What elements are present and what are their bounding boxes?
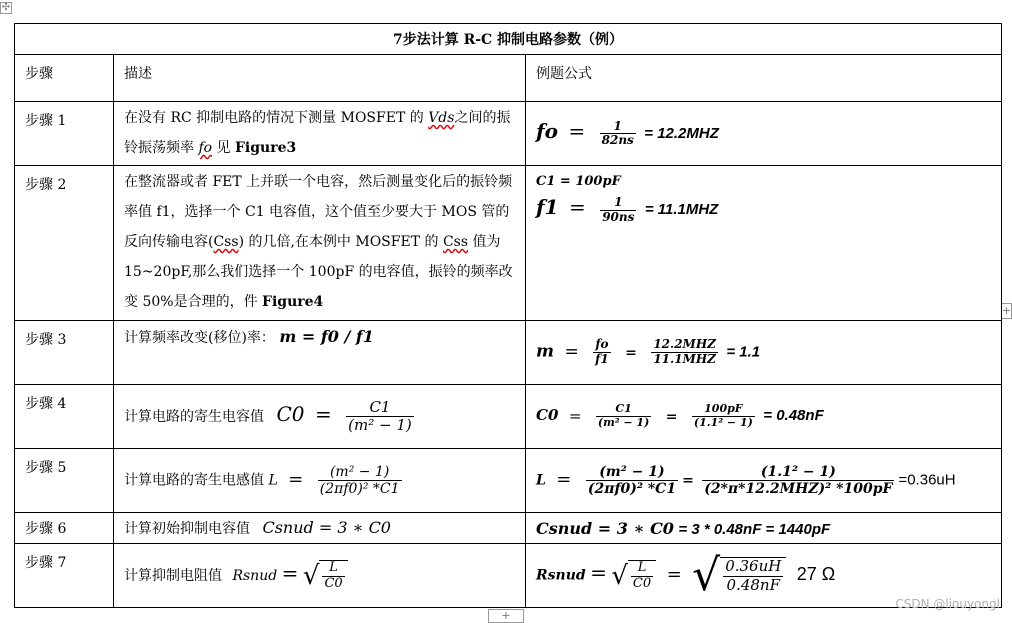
table-move-handle[interactable]: ✣ (1, 2, 11, 13)
step-description (114, 513, 526, 544)
fraction-numerator: L (322, 561, 344, 577)
step-label: 步骤 4 (15, 385, 114, 449)
fraction-denominator: 0.48nF (726, 575, 780, 594)
desc-formula: Csnud = 3 ∗ C0 (262, 518, 391, 537)
table-row (15, 385, 1002, 449)
add-row-handle[interactable]: + (1002, 304, 1012, 317)
table-row (15, 102, 1002, 166)
fraction-denominator: C0 (324, 575, 343, 591)
fraction-numerator: 100pF (692, 403, 755, 417)
formula-result: = 1.1 (726, 343, 761, 361)
desc-text: 值为 15~20pF,那么我们选择一个 100pF 的电容值，振铃的频率改变 50%是合理的，件 (124, 234, 513, 310)
table-row (15, 449, 1002, 513)
fraction-numerator: (1.1² − 1) (702, 464, 894, 481)
formula-lhs: Csnud = 3 ∗ C0 (536, 518, 674, 538)
fo-symbol: fo (198, 140, 213, 156)
table-row (15, 166, 1002, 321)
fraction-numerator: L (631, 561, 653, 577)
table-row (15, 513, 1002, 544)
fraction-denominator: f1 (595, 352, 609, 366)
fraction-denominator: C0 (632, 575, 652, 591)
step-label: 步骤 6 (15, 513, 114, 544)
fraction-numerator: 0.36uH (725, 557, 782, 576)
table-title: 7步法计算 R-C 抑制电路参数（例） (15, 24, 1002, 55)
fraction-denominator: 11.1MHZ (653, 352, 716, 366)
desc-formula-lhs: C0 (276, 401, 305, 426)
desc-formula-lhs: Rsnud (232, 567, 278, 584)
fraction-denominator: (2πf0)² *C1 (587, 481, 677, 497)
css-symbol: Css (213, 234, 239, 250)
desc-text: ) 的几倍,在本例中 MOSFET 的 (238, 234, 439, 250)
desc-formula: m = f0 / f1 (279, 327, 374, 346)
formula-cell: C0 = $\frac{C1}{\text{(m² − 1)}}$ = $\frac{100pF}{\text{(1.1² − 1)}}$ = 0.48nF (526, 385, 1002, 449)
table-row (15, 321, 1002, 385)
desc-text: 在整流器或者 FET 上并联一个电容，然后测量变化后的振铃频率值 f1，选择一个 C1 电容值，这个值至少要大于 MOS 管的反向传输电容( (124, 174, 513, 250)
step-description (114, 166, 526, 321)
formula-cell: m = $\frac{fo}{f1}$ = $\frac{\text{12.2MHZ}}{\text{11.1MHZ}}$ = 1.1 (526, 321, 1002, 385)
formula-result: =0.36uH (898, 471, 956, 489)
step-label: 步骤 3 (15, 321, 114, 385)
formula-cell: C1 = 100pF f1 = $\frac{1}{90ns}$ = 11.1MHZ (526, 166, 1002, 321)
formula-cell (526, 513, 1002, 544)
watermark: CSDN @liouyongl (895, 597, 1000, 611)
desc-text: 计算初始抑制电容值 (124, 521, 250, 537)
formula-result: = 3 * 0.48nF = 1440pF (678, 520, 831, 538)
fraction-numerator: 1 (600, 196, 636, 211)
step-description: 计算电路的寄生电容值 C0 = $\frac{C1}{\text{(m² − 1)}}$ (114, 385, 526, 449)
formula-cell: L = $\frac{\text{(m² − 1)}}{\text{(2πf0)² *C1}}$ = $\frac{\text{(1.1² − 1)}}{\text{(2*π*12.2MHZ)² *100pF}}$ =0.36uH (526, 449, 1002, 513)
formula-lhs: C0 (536, 406, 559, 425)
formula-result: 27 Ω (796, 563, 836, 584)
desc-text: 在没有 RC 抑制电路的情况下测量 MOSFET 的 (124, 110, 424, 126)
step-label: 步骤 2 (15, 166, 114, 321)
formula-lhs: Rsnud (536, 567, 586, 584)
fraction-denominator: (2*π*12.2MHZ)² *100pF (704, 481, 893, 497)
fraction-denominator: (2πf0)² *C1 (319, 481, 400, 497)
header-row (15, 55, 1002, 102)
sqrt-symbol: √ $\frac{0.36uH}{0.48nF}$ (692, 550, 786, 601)
sqrt-symbol: √ $\frac{L}{C0}$ (303, 560, 348, 592)
vds-symbol: Vds (428, 110, 455, 126)
c1-value: C1 = 100pF (536, 174, 621, 189)
desc-text: 计算频率改变(移位)率： (124, 330, 275, 346)
fraction-denominator: 90ns (602, 209, 635, 224)
desc-text: 之间的振铃振荡频率 (124, 110, 511, 156)
fraction-numerator: 12.2MHZ (653, 337, 716, 352)
fraction-numerator: C1 (596, 403, 651, 417)
fraction-denominator: (m² − 1) (348, 416, 412, 434)
formula-result: = 0.48nF (763, 407, 824, 425)
step-description (114, 321, 526, 385)
fraction-numerator: C1 (346, 399, 414, 417)
formula-cell: fo = $\frac{1}{82ns}$ = 12.2MHZ (526, 102, 1002, 166)
header-step: 步骤 (15, 55, 114, 102)
fraction-denominator: 82ns (601, 133, 634, 148)
rc-snubber-table (14, 23, 1002, 608)
table-row (15, 544, 1002, 608)
figure-ref: Figure4 (262, 294, 324, 310)
fraction-denominator: (1.1² − 1) (693, 416, 753, 429)
title-row (15, 24, 1002, 55)
sqrt-symbol: √ $\frac{L}{C0}$ (611, 560, 656, 592)
desc-text: 见 (216, 140, 231, 156)
formula-result: = 12.2MHZ (644, 124, 719, 142)
fraction-numerator: 1 (600, 120, 636, 135)
desc-formula-lhs: L (268, 472, 278, 489)
step-label: 步骤 1 (15, 102, 114, 166)
step-label: 步骤 7 (15, 544, 114, 608)
header-desc: 描述 (114, 55, 526, 102)
step-description: 计算抑制电阻值 Rsnud = √ $\frac{L}{C0}$ (114, 544, 526, 608)
fraction-numerator: (m² − 1) (318, 464, 402, 481)
figure-ref: Figure3 (234, 140, 297, 156)
formula-result: = 11.1MHZ (644, 201, 719, 218)
formula-lhs: f1 (536, 195, 559, 219)
css-symbol: Css (442, 234, 469, 250)
step-description: 计算电路的寄生电感值 L = $\frac{\text{(m² − 1)}}{\text{(2πf0)² *C1}}$ (114, 449, 526, 513)
fraction-denominator: (m² − 1) (597, 416, 650, 429)
fraction-numerator: fo (593, 338, 611, 353)
formula-lhs: L (536, 472, 546, 489)
formula-cell: Rsnud = √ $\frac{L}{C0}$ = √ $\frac{0.36uH}{0.48nF}$ 27 Ω (526, 544, 1002, 608)
formula-lhs: m (536, 341, 554, 362)
formula-lhs: fo (536, 118, 558, 143)
desc-text: 计算电路的寄生电感值 (124, 472, 264, 489)
step-label: 步骤 5 (15, 449, 114, 513)
desc-text: 计算抑制电阻值 (124, 567, 222, 584)
fraction-numerator: (m² − 1) (586, 464, 678, 481)
desc-text: 计算电路的寄生电容值 (124, 408, 264, 425)
header-formula: 例题公式 (526, 55, 1002, 102)
add-column-handle[interactable]: + (488, 609, 524, 623)
step-description (114, 102, 526, 166)
